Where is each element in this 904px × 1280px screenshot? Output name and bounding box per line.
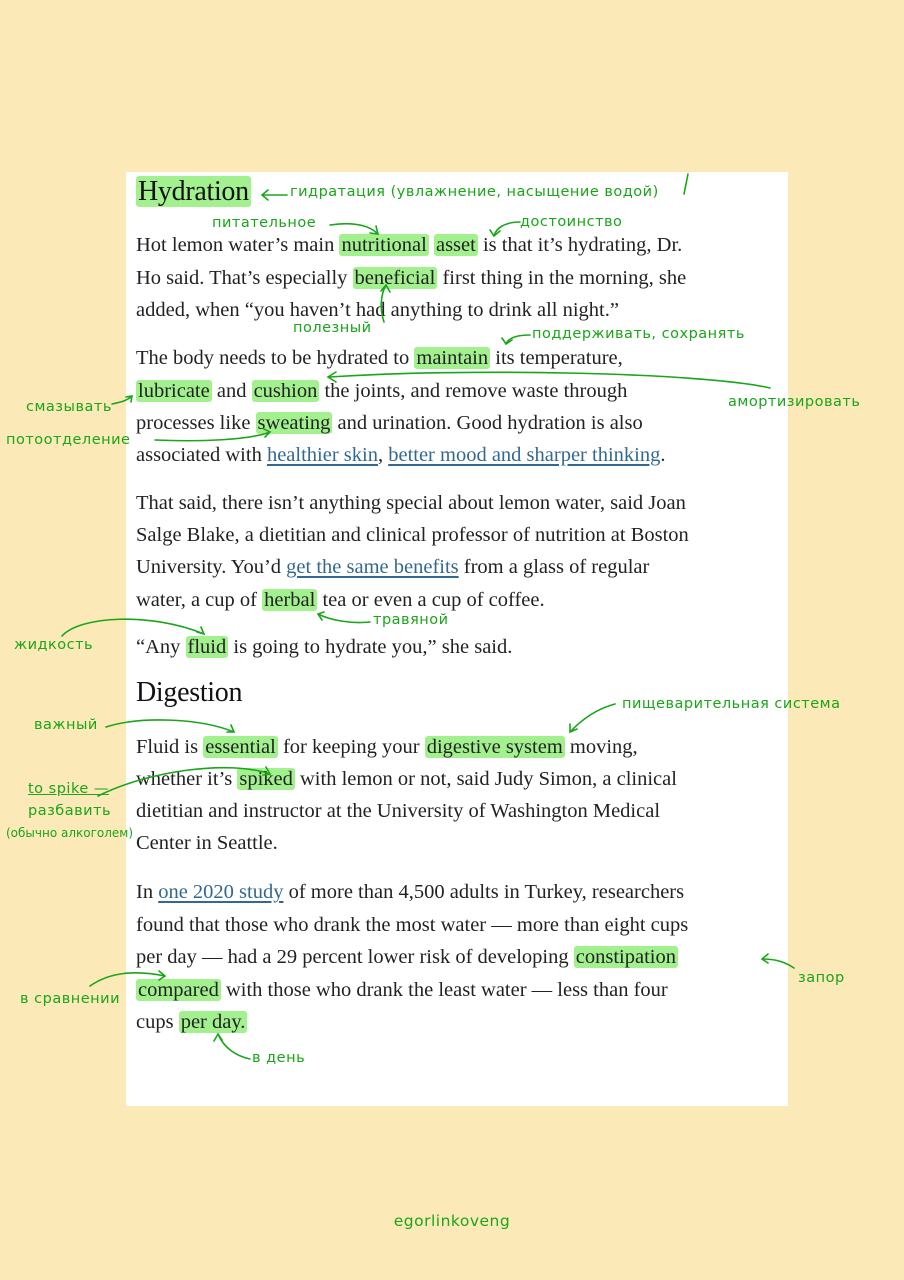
p5-line-4: Center in Seattle. [136,832,278,854]
link-better-mood[interactable]: better mood and sharper thinking [388,444,661,466]
note-nutritional: питательное [212,215,317,231]
note-beneficial: полезный [293,320,372,336]
link-healthier-skin[interactable]: healthier skin [266,444,378,466]
note-lubricate: смазывать [26,399,112,415]
p2-line-2: lubricate and cushion the joints, and remove waste through [138,380,628,402]
p2-line-1: The body needs to be hydrated to maintain its temperature, [136,347,623,369]
arrow-compared [90,971,165,986]
hl-beneficial: beneficial [354,267,436,289]
arrow-spiked [98,767,270,796]
hl-sweating: sweating [257,412,331,434]
p6-line-4: compared with those who drank the least water — less than four [138,979,668,1001]
p6-line-5: cups per day. [136,1011,246,1033]
hl-compared: compared [138,979,219,1001]
arrow-fluid [62,619,204,636]
heading-digestion: Digestion [136,677,243,708]
p3-line-2: Salge Blake, a dietitian and clinical professor of nutrition at Boston [136,524,689,546]
link-same-benefits[interactable]: get the same benefits [286,556,459,578]
p2-line-4: associated with healthier skin, better mood and sharper thinking. [136,444,666,466]
note-spike-en: to spike — [28,781,109,797]
p6-line-3: per day — had a 29 percent lower risk of developing constipation [136,946,676,968]
p3-line-4: water, a cup of herbal tea or even a cup of coffee. [136,589,545,611]
note-digestive-system: пищеварительная система [622,696,841,712]
p5-line-3: dietitian and instructor at the University of Washington Medical [136,800,661,822]
arrow-herbal [318,612,370,623]
note-maintain: поддерживать, сохранять [532,326,745,342]
note-cushion: амортизировать [728,394,861,410]
hl-essential: essential [205,736,276,758]
note-compared: в сравнении [20,991,120,1007]
hl-nutritional: nutritional [341,234,427,256]
arrow-flourish [684,174,688,194]
note-sweating: потоотделение [6,432,131,448]
arrow-asset [490,222,520,236]
p6-line-2: found that those who drank the most water — more than eight cups [136,914,689,936]
hl-asset: asset [435,234,476,256]
arrow-lubricate [112,396,132,404]
hl-herbal: herbal [264,589,316,611]
arrow-per-day [214,1034,250,1059]
note-asset: достоинство [520,214,623,230]
hl-maintain: maintain [416,347,489,369]
arrow-nutritional [330,224,378,234]
hl-per-day: per day. [180,1011,246,1033]
link-2020-study[interactable]: one 2020 study [158,881,284,903]
arrow-sweating [155,429,270,441]
arrow-digestive-system [570,704,615,732]
note-spike-ru: разбавить [28,803,112,819]
arrow-maintain [502,335,530,344]
p1-line-2: Ho said. That’s especially beneficial first thing in the morning, she [136,267,687,289]
heading-hydration: Hydration [138,176,249,207]
hl-fluid: fluid [187,636,227,658]
arrow-essential [106,720,234,732]
p4-line-1: “Any fluid is going to hydrate you,” she said. [136,636,513,658]
note-hydration: гидратация (увлажнение, насыщение водой) [290,184,659,200]
p5-line-1: Fluid is essential for keeping your digestive system moving, [136,736,638,758]
hl-constipation: constipation [575,946,676,968]
p6-line-1: In one 2020 study of more than 4,500 adults in Turkey, researchers [136,881,685,903]
hl-cushion: cushion [253,380,318,402]
p3-line-3: University. You’d get the same benefits from a glass of regular [136,556,650,578]
hl-lubricate: lubricate [138,380,210,402]
note-constipation: запор [798,970,845,986]
p1-line-3: added, when “you haven’t had anything to drink all night.” [136,299,619,321]
hl-spiked: spiked [239,768,293,790]
arrow-beneficial [381,285,390,322]
author-signature: egorlinkoveng [393,1212,511,1230]
note-essential: важный [34,717,98,733]
hl-digestive-system: digestive system [426,736,563,758]
arrow-constipation [762,954,794,968]
note-herbal: травяной [373,612,449,628]
p2-line-3: processes like sweating and urination. Good hydration is also [136,412,643,434]
p3-line-1: That said, there isn’t anything special about lemon water, said Joan [136,492,686,514]
note-spike-detail: (обычно алкоголем) [6,826,134,840]
arrow-hydration [262,190,287,200]
arrow-cushion [328,372,770,388]
note-fluid: жидкость [14,637,94,653]
p5-line-2: whether it’s spiked with lemon or not, said Judy Simon, a clinical [136,768,677,790]
p1-line-1: Hot lemon water’s main nutritional asset is that it’s hydrating, Dr. [136,234,683,256]
note-per-day: в день [252,1050,306,1066]
